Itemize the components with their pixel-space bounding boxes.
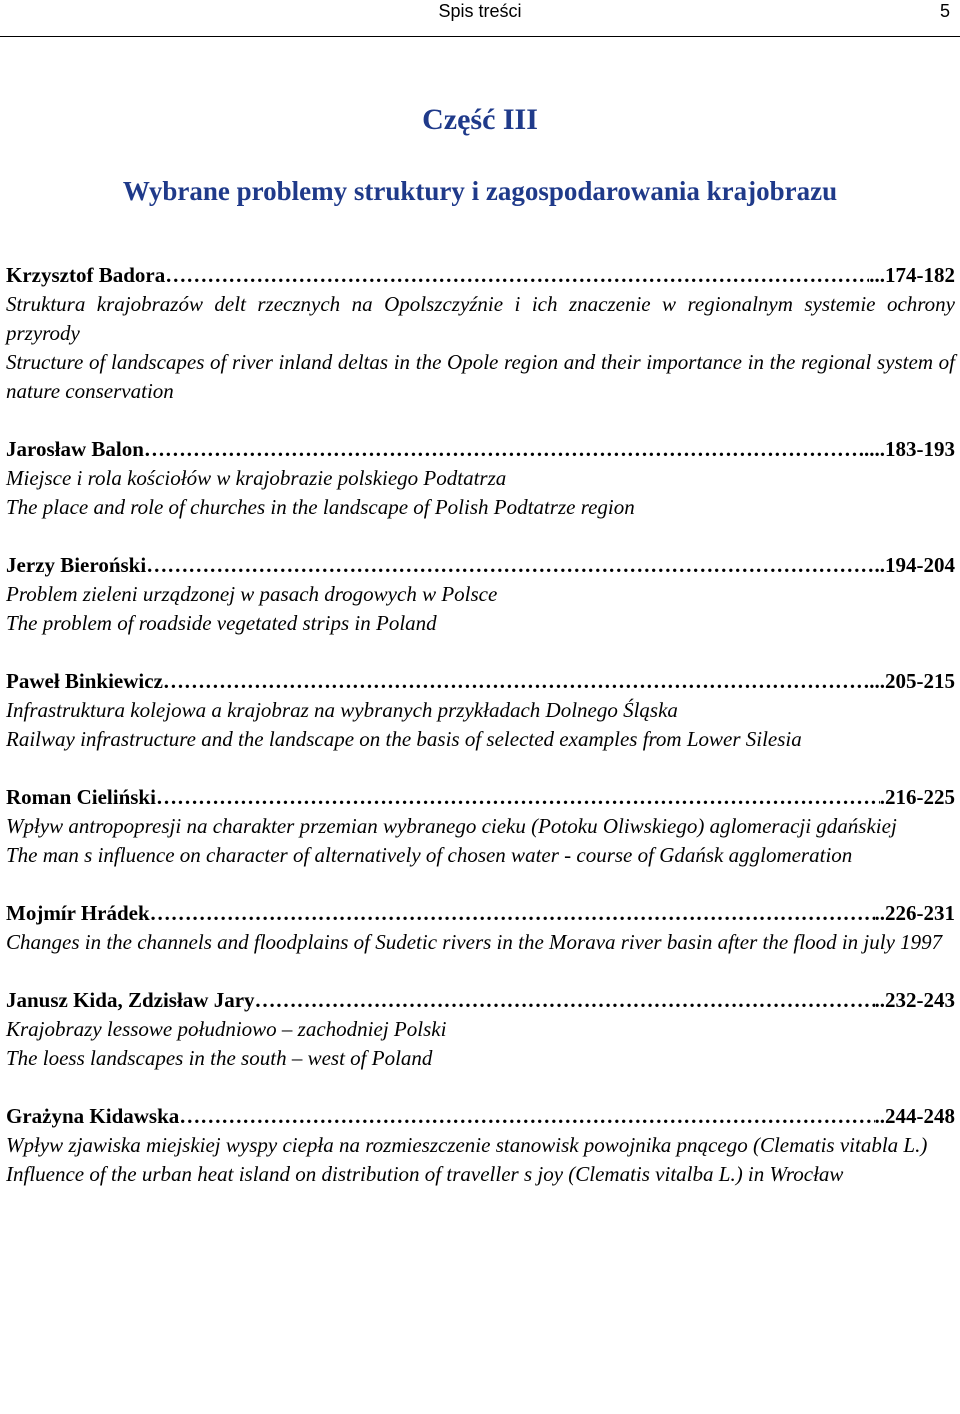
dot-leader <box>165 261 869 290</box>
toc-entry <box>6 551 955 638</box>
page-header <box>0 0 960 37</box>
entry-author: Grażyna Kidawska <box>6 1104 180 1128</box>
entry-spacer <box>6 638 955 667</box>
entry-spacer <box>6 957 955 986</box>
toc-entry <box>6 783 955 870</box>
entry-title-translation: The man s influence on character of alternatively of chosen water - course of Gdańsk agglomeration <box>6 843 853 867</box>
toc-entry-heading <box>6 986 955 1015</box>
entry-title-translation: Influence of the urban heat island on distribution of traveller s joy (Clematis vitalba L.) in Wrocław <box>6 1162 844 1186</box>
entry-pages: ..244-248 <box>874 1104 955 1128</box>
entry-author: Jerzy Bieroński <box>6 553 147 577</box>
entry-spacer <box>6 754 955 783</box>
entry-title: Krajobrazy lessowe południowo – zachodniej Polski <box>6 1017 447 1041</box>
entry-title: Changes in the channels and floodplains of Sudetic rivers in the Morava river basin after the flood in july 1997 <box>6 930 943 954</box>
toc-entry <box>6 899 955 957</box>
toc-entry <box>6 986 955 1073</box>
dot-leader <box>163 667 869 696</box>
entry-title-translation: Structure of landscapes of river inland deltas in the Opole region and their importance in the regional system of nature conservation <box>6 350 955 403</box>
entry-author: Mojmír Hrádek <box>6 901 150 925</box>
entry-title-translation: The place and role of churches in the landscape of Polish Podtatrze region <box>6 495 635 519</box>
entry-pages: ..226-231 <box>874 901 955 925</box>
entry-author: Janusz Kida, Zdzisław Jary <box>6 988 255 1012</box>
part-subtitle: Wybrane problemy struktury i zagospodarowania krajobrazu <box>122 176 838 206</box>
dot-leader <box>156 783 880 812</box>
entry-author: Roman Cieliński <box>6 785 156 809</box>
toc-entry-heading <box>6 783 955 812</box>
header-title: Spis treści <box>438 1 522 21</box>
entry-title: Wpływ antropopresji na charakter przemian wybranego cieku (Potoku Oliwskiego) aglomeracji gdańskiej <box>6 814 897 838</box>
toc-entry <box>6 435 955 522</box>
entry-title: Infrastruktura kolejowa a krajobraz na wybranych przykładach Dolnego Śląska <box>6 698 678 722</box>
table-of-contents <box>6 261 955 1189</box>
toc-entry <box>6 1102 955 1189</box>
entry-title: Struktura krajobrazów delt rzecznych na Opolszczyźnie i ich znaczenie w regionalnym systemie ochrony przyrody <box>6 292 955 345</box>
toc-entry-heading <box>6 435 955 464</box>
entry-author: Krzysztof Badora <box>6 263 166 287</box>
dot-leader <box>179 1102 874 1131</box>
entry-pages: ..194-204 <box>874 553 955 577</box>
toc-entry <box>6 261 955 406</box>
entry-pages: .216-225 <box>879 785 955 809</box>
toc-entry <box>6 667 955 754</box>
entry-pages: ...205-215 <box>869 669 955 693</box>
toc-entry-heading <box>6 1102 955 1131</box>
entry-title-translation: The problem of roadside vegetated strips in Poland <box>6 611 437 635</box>
toc-entry-heading <box>6 667 955 696</box>
toc-entry-heading <box>6 261 955 290</box>
entry-title-translation: The loess landscapes in the south – west of Poland <box>6 1046 433 1070</box>
entry-author: Paweł Binkiewicz <box>6 669 163 693</box>
toc-entry-heading <box>6 899 955 928</box>
toc-entry-heading <box>6 551 955 580</box>
entry-spacer <box>6 1073 955 1102</box>
dot-leader <box>255 986 875 1015</box>
dot-leader <box>144 435 859 464</box>
entry-title: Miejsce i rola kościołów w krajobrazie polskiego Podtatrza <box>6 466 507 490</box>
entry-spacer <box>6 870 955 899</box>
entry-spacer <box>6 522 955 551</box>
entry-spacer <box>6 406 955 435</box>
dot-leader <box>150 899 875 928</box>
entry-pages: ..232-243 <box>874 988 955 1012</box>
part-title: Część III <box>422 103 538 136</box>
entry-author: Jarosław Balon <box>6 437 144 461</box>
entry-pages: .....183-193 <box>858 437 955 461</box>
entry-title: Problem zieleni urządzonej w pasach drogowych w Polsce <box>6 582 498 606</box>
entry-title: Wpływ zjawiska miejskiej wyspy ciepła na rozmieszczenie stanowisk powojnika pnącego (Clematis vitabla L.) <box>6 1133 928 1157</box>
dot-leader <box>146 551 874 580</box>
page-number: 5 <box>939 1 950 21</box>
entry-title-translation: Railway infrastructure and the landscape on the basis of selected examples from Lower Silesia <box>6 727 802 751</box>
entry-pages: ...174-182 <box>869 263 955 287</box>
